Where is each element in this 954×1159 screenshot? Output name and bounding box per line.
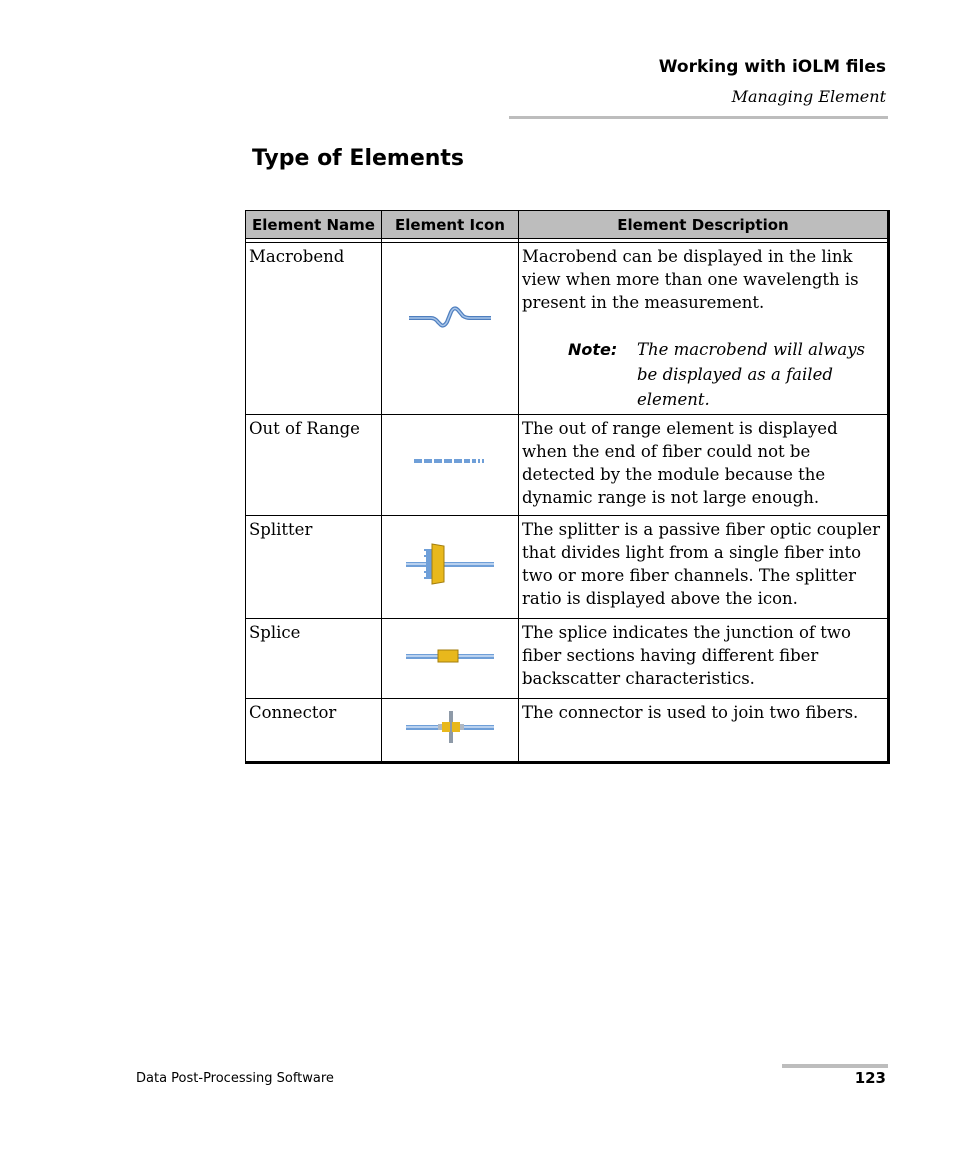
element-name: Connector bbox=[246, 699, 382, 763]
note bbox=[522, 337, 884, 412]
element-description: The splice indicates the junction of two fiber sections having different fiber backscatter characteristics. bbox=[519, 619, 889, 699]
table-row bbox=[246, 516, 889, 619]
column-header-icon: Element Icon bbox=[382, 211, 519, 239]
macrobend-icon bbox=[405, 294, 495, 334]
splice-icon bbox=[402, 644, 498, 668]
footer-rule bbox=[782, 1064, 888, 1068]
column-header-name: Element Name bbox=[246, 211, 382, 239]
running-header-subtitle: Managing Element bbox=[731, 87, 886, 106]
footer-document-title: Data Post-Processing Software bbox=[136, 1071, 334, 1086]
column-header-description: Element Description bbox=[519, 211, 889, 239]
connector-icon bbox=[402, 709, 498, 745]
element-name: Macrobend bbox=[246, 243, 382, 415]
note-text: The macrobend will always be displayed as a failed element. bbox=[637, 340, 866, 409]
table-row bbox=[246, 415, 889, 516]
element-name: Splitter bbox=[246, 516, 382, 619]
table-row bbox=[246, 699, 889, 763]
element-description: Macrobend can be displayed in the link view when more than one wavelength is present in the measurement. bbox=[522, 247, 859, 312]
element-description: The splitter is a passive fiber optic coupler that divides light from a single fiber into two or more fiber channels. The splitter ratio is displayed above the icon. bbox=[519, 516, 889, 619]
running-header-title: Working with iOLM files bbox=[658, 57, 886, 77]
element-description: The out of range element is displayed when the end of fiber could not be detected by the module because the dynamic range is not large enough. bbox=[519, 415, 889, 516]
header-rule bbox=[509, 116, 888, 119]
element-name: Out of Range bbox=[246, 415, 382, 516]
elements-table bbox=[245, 210, 890, 764]
note-label: Note: bbox=[568, 340, 618, 359]
out-of-range-icon bbox=[410, 451, 490, 471]
element-name: Splice bbox=[246, 619, 382, 699]
table-header-row bbox=[246, 211, 889, 239]
table-row bbox=[246, 619, 889, 699]
table-row bbox=[246, 243, 889, 415]
splitter-icon bbox=[402, 539, 498, 589]
section-title: Type of Elements bbox=[252, 146, 465, 171]
page-number: 123 bbox=[854, 1069, 886, 1087]
element-description: The connector is used to join two fibers. bbox=[519, 699, 889, 763]
